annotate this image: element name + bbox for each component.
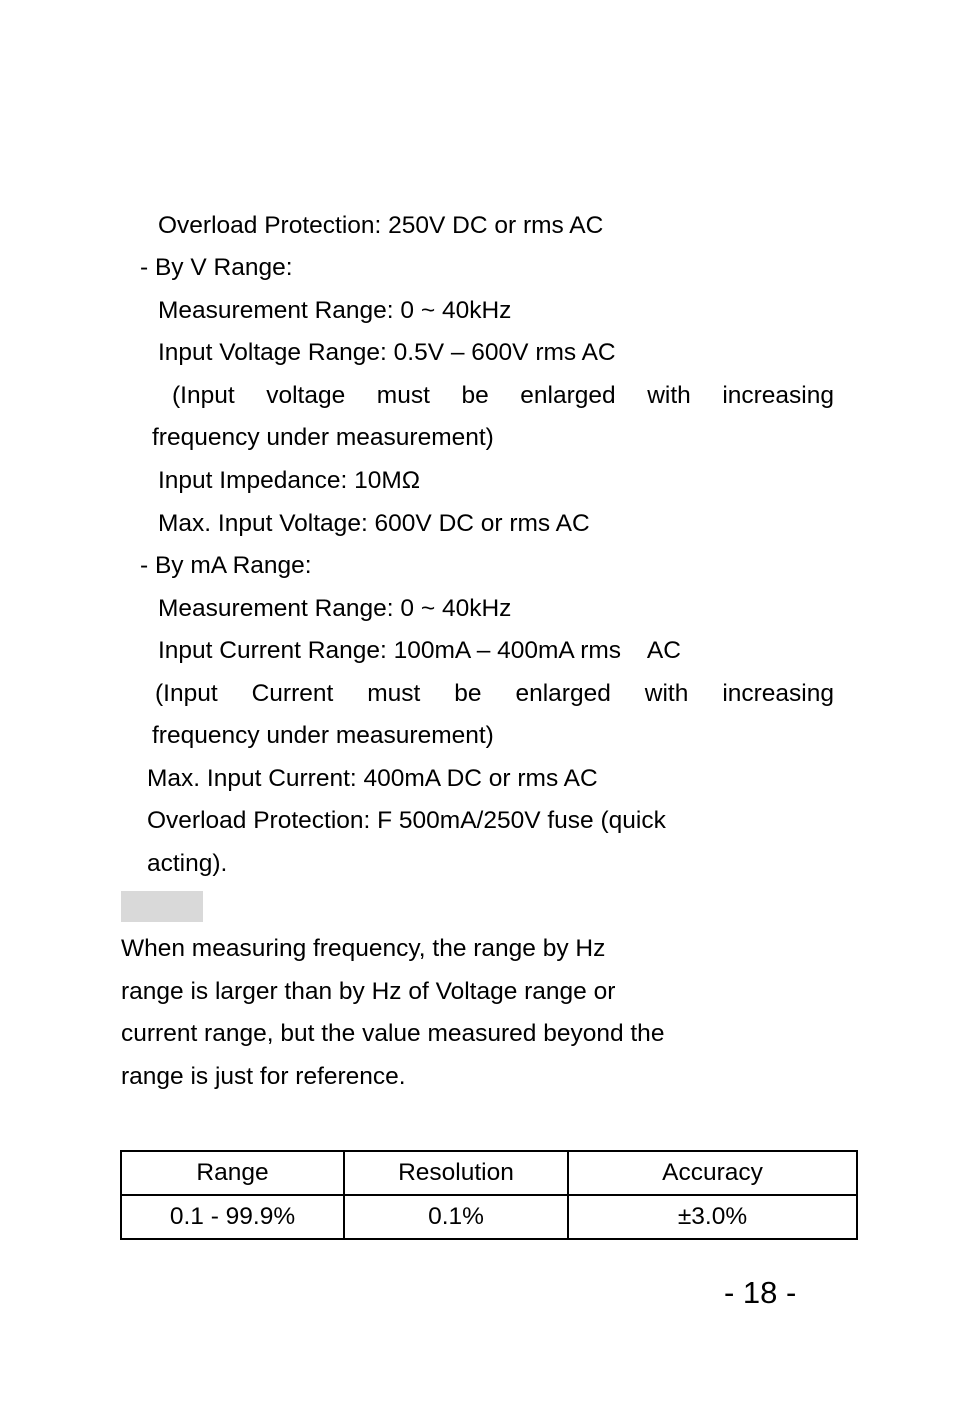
header-range: Range — [121, 1151, 344, 1195]
overload-protection-line: Overload Protection: 250V DC or rms AC — [158, 212, 604, 239]
ma-overload-protection: Overload Protection: F 500mA/250V fuse (quick — [147, 807, 666, 834]
table-header-row — [121, 1151, 857, 1195]
v-max-input-voltage: Max. Input Voltage: 600V DC or rms AC — [158, 510, 590, 537]
v-range-heading: - By V Range: — [140, 254, 293, 281]
ma-enlarge-note-cont: frequency under measurement) — [152, 722, 494, 749]
v-enlarge-note: (Input voltage must be enlarged with increasing — [172, 382, 834, 409]
v-input-voltage-range: Input Voltage Range: 0.5V – 600V rms AC — [158, 339, 616, 366]
ma-input-current-range: Input Current Range: 100mA – 400mA rms AC — [158, 637, 681, 664]
table-row — [121, 1195, 857, 1239]
ma-measurement-range: Measurement Range: 0 ~ 40kHz — [158, 595, 512, 622]
v-enlarge-note-cont: frequency under measurement) — [152, 424, 494, 451]
cell-range: 0.1 - 99.9% — [121, 1195, 344, 1239]
note-line-4: range is just for reference. — [121, 1063, 406, 1090]
header-resolution: Resolution — [344, 1151, 568, 1195]
ma-max-input-current: Max. Input Current: 400mA DC or rms AC — [147, 765, 598, 792]
ma-enlarge-note: (Input Current must be enlarged with increasing — [155, 680, 834, 707]
cell-accuracy: ±3.0% — [568, 1195, 857, 1239]
v-input-impedance: Input Impedance: 10MΩ — [158, 467, 421, 494]
cell-resolution: 0.1% — [344, 1195, 568, 1239]
page-number: - 18 - — [724, 1275, 797, 1310]
duty-cycle-spec-table — [120, 1150, 858, 1240]
ma-overload-protection-cont: acting). — [147, 850, 228, 877]
note-line-2: range is larger than by Hz of Voltage range or — [121, 978, 616, 1005]
header-accuracy: Accuracy — [568, 1151, 857, 1195]
note-label-bar — [121, 891, 203, 922]
ma-range-heading: - By mA Range: — [140, 552, 312, 579]
note-line-1: When measuring frequency, the range by Hz — [121, 935, 606, 962]
v-measurement-range: Measurement Range: 0 ~ 40kHz — [158, 297, 512, 324]
note-line-3: current range, but the value measured beyond the — [121, 1020, 665, 1047]
